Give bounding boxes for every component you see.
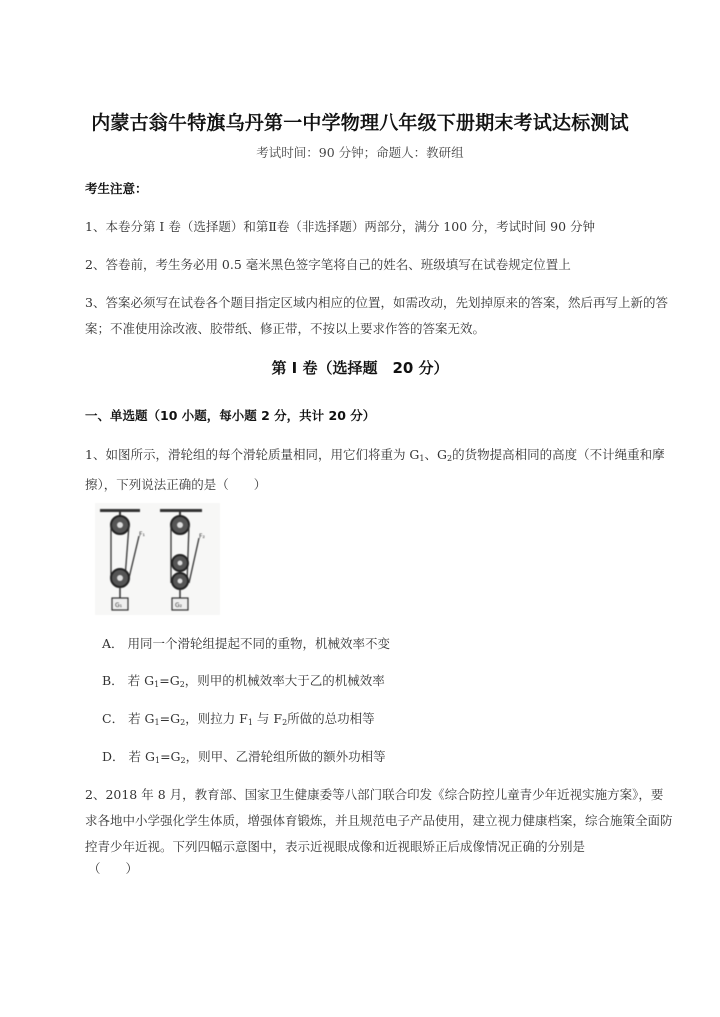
- notice-item-1: 1、本卷分第 I 卷（选择题）和第Ⅱ卷（非选择题）两部分，满分 100 分，考试时间 90 分钟: [85, 219, 595, 234]
- question-2-answer-paren: （ ）: [88, 861, 139, 876]
- svg-text:F₁: F₁: [139, 531, 145, 538]
- question-1-option-a[interactable]: A． 用同一个滑轮组提起不同的重物，机械效率不变: [102, 636, 391, 651]
- notice-item-2: 2、答卷前，考生务必用 0.5 毫米黑色签字笔将自己的姓名、班级填写在试卷规定位置上: [85, 257, 571, 272]
- question-1-stem: 1、如图所示，滑轮组的每个滑轮质量相同，用它们将重为 $G_1$、$G_2$的货物提高相同的高度（不计绳重和摩擦），下列说法正确的是（ ）: [85, 447, 665, 492]
- svg-text:G₂: G₂: [175, 602, 183, 609]
- section-title: 第 I 卷（选择题 20 分）: [271, 359, 449, 377]
- notice-item-3: 3、答案必须写在试卷各个题目指定区域内相应的位置，如需改动，先划掉原来的答案，然后再写上新的答案；不准使用涂改液、胶带纸、修正带，不按以上要求作答的答案无效。: [85, 295, 668, 336]
- document-title: 内蒙古翁牛特旗乌丹第一中学物理八年级下册期末考试达标测试: [91, 112, 629, 134]
- pulley-diagram-figure: [95, 503, 220, 615]
- question-1-option-b[interactable]: B． 若 $G_1=G_2$，则甲的机械效率大于乙的机械效率: [102, 673, 385, 689]
- svg-text:F₂: F₂: [199, 533, 205, 540]
- notice-heading: 考生注意：: [85, 181, 148, 196]
- svg-text:G₁: G₁: [115, 602, 123, 609]
- question-1-option-c[interactable]: C． 若 $G_1=G_2$，则拉力 $F_1$ 与 $F_2$所做的总功相等: [102, 711, 375, 727]
- question-2-number: 2、: [85, 787, 106, 802]
- pulley-systems-icon: [95, 503, 220, 615]
- part-heading: 一、单选题（10 小题，每小题 2 分，共计 20 分）: [85, 408, 376, 423]
- question-1-option-d[interactable]: D． 若 $G_1=G_2$，则甲、乙滑轮组所做的额外功相等: [102, 749, 386, 765]
- document-subtitle: 考试时间：90 分钟；命题人：教研组: [256, 145, 464, 160]
- question-2-stem: 2、2018 年 8 月，教育部、国家卫生健康委等八部门联合印发《综合防控儿童青少年近视实施方案》，要求各地中小学强化学生体质，增强体育锻炼，并且规范电子产品使用，建立视力健康档案，综合施策全面防控青少年近视。下列四幅示意图中，表示近视眼成像和近视眼矫正后成像情况正确的分别是: [85, 787, 673, 854]
- question-1-number: 1、: [85, 447, 106, 462]
